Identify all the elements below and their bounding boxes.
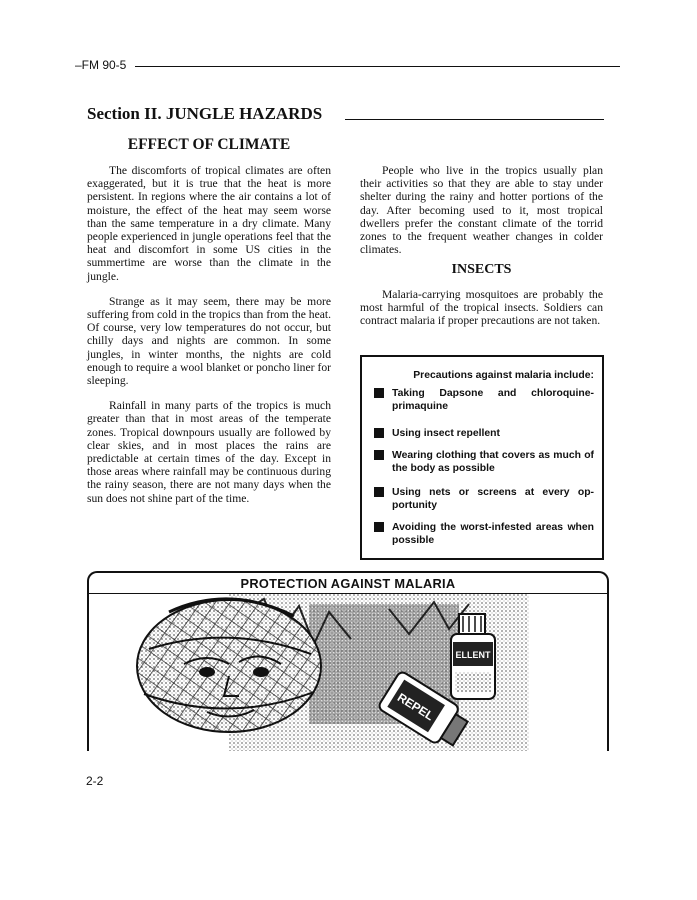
malaria-illustration: [87, 571, 609, 751]
mosquito-net-helmet: [137, 599, 321, 732]
square-bullet-icon: [374, 450, 384, 460]
doc-code: –FM 90-5: [75, 58, 127, 72]
section-title: Section II. JUNGLE HAZARDS: [87, 104, 323, 123]
running-header: [75, 58, 620, 74]
insects-paragraph: Malaria-carrying mosquitoes are probably the most harmful of the tropical insects. Soldiers can contract malaria if proper precautions are not taken.: [360, 288, 603, 328]
right-column-insects: [360, 288, 603, 340]
left-column: [87, 164, 331, 517]
precaution-text: Wearing clothing that covers as much of the body as possible: [392, 450, 594, 474]
precaution-item: [374, 449, 594, 475]
square-bullet-icon: [374, 522, 384, 532]
precaution-text: Taking Dapsone and chloroquine-primaquine: [392, 388, 594, 412]
page-number: 2-2: [86, 774, 104, 788]
precautions-title: Precautions against malaria include:: [413, 370, 594, 381]
insects-heading: INSECTS: [451, 262, 512, 277]
square-bullet-icon: [374, 388, 384, 398]
precaution-text: Avoiding the worst-infested areas when possible: [392, 522, 594, 546]
precaution-text: Using insect repellent: [392, 428, 500, 439]
bottle-label: ELLENT: [455, 650, 491, 660]
illustration-caption: PROTECTION AGAINST MALARIA: [240, 576, 456, 591]
illustration-drawing: [89, 594, 607, 751]
right-column-climate: [360, 164, 603, 268]
can-label: REPEL: [394, 690, 437, 724]
precaution-item: [374, 486, 594, 512]
section-rule: [345, 119, 604, 120]
climate-heading: EFFECT OF CLIMATE: [127, 136, 291, 153]
precaution-item: [374, 521, 594, 547]
precautions-box: [360, 355, 604, 560]
square-bullet-icon: [374, 487, 384, 497]
square-bullet-icon: [374, 428, 384, 438]
header-rule: [135, 66, 620, 67]
climate-paragraph-1: The discomforts of tropical climates are often exaggerated, but it is true that the heat is more persistent. In regions where the air contains a lot of moisture, the effect of the heat may seem worse than the same temperature in a dry climate. Many people experienced in jungle operations feel that the heat and discomfort in some US cities in the summertime are worse than the climate in the jungle.: [87, 164, 331, 283]
precaution-item: [374, 427, 594, 440]
climate-paragraph-2: Strange as it may seem, there may be more suffering from cold in the tropics than from the heat. Of course, very low temperatures do not occur, but chilly days and nights are common. In some jungles, in winter months, the nights are cold enough to require a wool blanket or poncho liner for sleeping.: [87, 294, 331, 388]
precaution-item: [374, 387, 594, 413]
precaution-text: Using nets or screens at every op-portunity: [392, 487, 594, 511]
climate-paragraph-3: Rainfall in many parts of the tropics is much greater than that in most areas of the temperate zones. Tropical downpours usually are followed by clear skies, and in most places the rains are predictable at certain times of the day. Except in those areas where rainfall may be continuous during the rainy season, there are not many days when the sun does not shine part of the time.: [87, 399, 331, 505]
climate-paragraph-4: People who live in the tropics usually plan their activities so that they are able to stay under shelter during the rainy and hotter portions of the day. After becoming used to it, most tropical dwellers prefer the constant climate of the torrid zones to the frequent weather changes in colder climates.: [360, 164, 603, 257]
